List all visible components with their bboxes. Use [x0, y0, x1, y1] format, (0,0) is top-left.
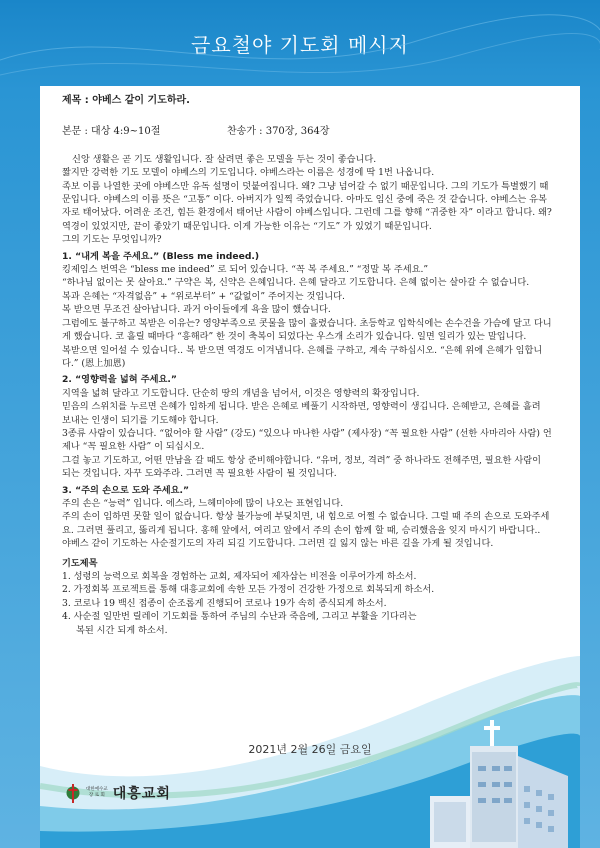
denomination-line: 장 로 회	[88, 793, 105, 798]
section-heading: 1. “내게 복을 주세요.” (Bless me indeed.)	[62, 250, 260, 262]
prayer-item-text: 1. 성령의 능력으로 회복을 경험하는 교회, 제자되어 제자삼는 비전을 이루어가게 하소서.	[62, 571, 417, 582]
section-paragraph: “하나님 없이는 못 살아요.” 구약은 복, 신약은 은혜입니다. 은혜 달라고 기도합니다. 은혜 없이는 살아갈 수 없습니다.	[62, 277, 530, 289]
message-paper	[40, 86, 580, 848]
section-paragraph: 복과 은혜는 “자격없음” + “위로부터” + “값없이” 주어지는 것입니다.	[62, 290, 345, 302]
prayer-item-text: 3. 코로나 19 백신 접종이 순조롭게 진행되어 코로나 19가 속히 종식되게 하소서.	[62, 597, 387, 609]
section-paragraph: 주의 손은 “능력” 입니다. 에스라, 느헤미야에 많이 나오는 표현입니다.	[62, 497, 344, 509]
message-date: 2021년 2월 26일 금요일	[248, 743, 372, 756]
prayer-list-heading: 기도제목	[62, 557, 98, 569]
section-paragraph: 그걸 놓고 기도하고, 어떤 만남을 갈 때도 항상 준비해야합니다. “유머, 정보, 격려” 중 하나라도 전해주면, 필요한 사람이 되는 것입니다. 자꾸 도와주라. 그러면 꼭 필요한 사람이 될 것입니다.	[62, 454, 541, 480]
section-paragraph: 믿음의 스위치를 누르면 은혜가 임하게 됩니다. 받은 은혜로 베풀기 시작하면, 영향력이 생깁니다. 은혜받고, 은혜를 흘려 보내는 인생이 되기를 기도해야 합니다.	[62, 401, 541, 426]
prayer-item	[62, 610, 552, 637]
page-title: 금요철야 기도회 메시지	[191, 32, 409, 57]
intro-paragraph: 족보 이름 나열한 곳에 야베스만 유독 설명이 덧붙여집니다. 왜? 그냥 넘어갈 수 없기 때문입니다. 그의 기도가 특별했기 때문입니다. 야베스의 이름 뜻은 “고통” 이다. 아버지가 일찍 죽었습니다. 아마도 임신 중에 죽은 것 같습니다. 야베스는 유복자로 태어났다. 어려운 조건, 힘든 환경에서 태어난 사람이 야베스입니다. 그런데 그를 향해 “귀중한 자” 이라고 합니다. 왜? 역경이 있었지만, 끝이 좋았기 때문입니다. 이게 가능한 이유는 “기도” 가 있었기 때문입니다.	[62, 180, 552, 232]
message-content	[62, 94, 552, 637]
section-heading: 2. “영향력을 넓혀 주세요.”	[62, 374, 177, 386]
section-paragraph: 복받으면 일어설 수 있습니다.. 복 받으면 역경도 이겨냅니다. 은혜를 구하고, 계속 구하십시오. “은혜 위에 은혜가 임합니다.” (恩上加恩)	[62, 344, 543, 369]
section-paragraph: 그럼에도 불구하고 복받은 이유는? 영양부족으로 콧물을 많이 흘렸습니다. 초등학교 입학식에는 손수건을 가슴에 달고 다니게 했습니다. 코 흘릴 때마다 “흥해라” 한 것이 축복이 되었다는 우스개 소리가 있습니다. 일면 일리가 있는 말입니다.	[62, 317, 552, 343]
message-subject: 제목 : 야베스 같이 기도하라.	[62, 95, 190, 106]
church-name: 대흥교회	[112, 786, 171, 802]
hymn-numbers: 찬송가 : 370장, 364장	[227, 126, 330, 138]
prayer-item-text: 4. 사순절 일만번 릴레이 기도회를 통하여 주님의 수난과 죽음에, 그리고 부활을 기다리는	[62, 611, 417, 623]
church-cross-icon	[66, 782, 80, 804]
section-heading: 3. “주의 손으로 도와 주세요.”	[62, 484, 189, 496]
section-paragraph: 지역을 넓혀 달라고 기도합니다. 단순히 땅의 개념을 넘어서, 이것은 영향력의 확장입니다.	[62, 387, 420, 399]
section-paragraph: 3종류 사람이 있습니다. “없어야 할 사람” (강도) “있으나 마나한 사람” (제사장) “꼭 필요한 사람” (선한 사마리아 사람) 언제나 “꼭 필요한 사람” 이 되십시오.	[62, 427, 552, 453]
header	[0, 0, 600, 90]
prayer-item	[62, 597, 552, 610]
section-paragraph: 복 받으면 무조건 살아납니다. 과거 아이들에게 욕을 많이 했습니다.	[62, 304, 331, 316]
intro-paragraph: 신앙 생활은 곧 기도 생활입니다. 잘 살려면 좋은 모델을 두는 것이 좋습니다.	[72, 153, 377, 165]
prayer-item	[62, 570, 552, 583]
scripture-text: 본문 : 대상 4:9~10절	[62, 126, 161, 138]
intro-paragraph: 짧지만 강력한 기도 모델이 야베스의 기도입니다. 야베스라는 이름은 성경에 딱 1번 나옵니다.	[62, 167, 435, 179]
scripture-row	[62, 125, 552, 138]
denomination-label	[86, 787, 108, 799]
intro-paragraph: 그의 기도는 무엇입니까?	[62, 234, 162, 246]
section-paragraph: 주의 손이 임하면 못할 일이 없습니다. 항상 불가능에 부딪치면, 내 힘으로 어쩔 수 없습니다. 그럴 때 주의 손으로 도와주세요. 그러면 풀리고, 뚫리게 됩니다. 홍해 앞에서, 여리고 앞에서 주의 손이 함께 할 때, 승리했음을 잊지 마시기 바랍니다..	[62, 511, 550, 536]
prayer-item-text: 2. 가정회복 프로젝트를 통해 대흥교회에 속한 모든 가정이 건강한 가정으로 회복되게 하소서.	[62, 584, 435, 596]
section-paragraph: 야베스 같이 기도하는 사순절기도의 자리 되길 기도합니다. 그러면 길 잃지 않는 바른 길을 가게 될 것입니다.	[62, 538, 494, 550]
denomination-line: 대한예수교	[86, 787, 108, 792]
church-building-illustration	[400, 706, 580, 848]
prayer-item	[62, 583, 552, 596]
prayer-item-continuation: 복된 시간 되게 하소서.	[76, 624, 168, 636]
section-paragraph: 킹제임스 번역은 “bless me indeed” 로 되어 있습니다. “꼭 복 주세요.” “정말 복 주세요.”	[62, 264, 429, 276]
church-logo	[66, 782, 171, 804]
